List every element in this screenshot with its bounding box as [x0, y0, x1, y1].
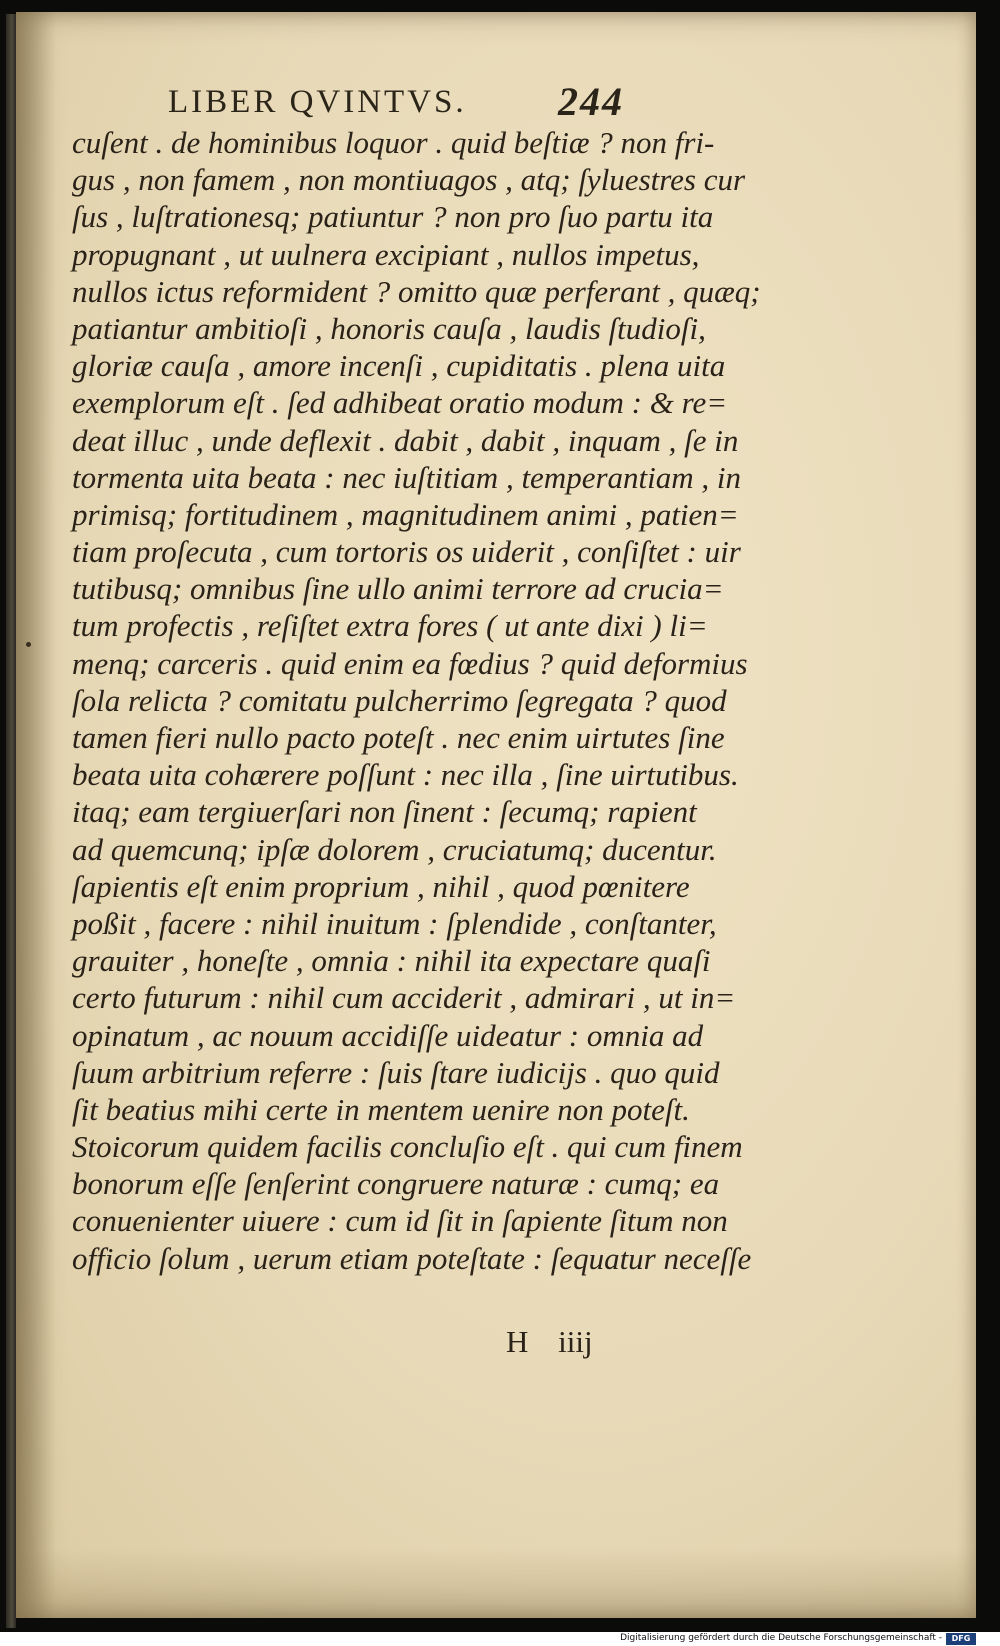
text-line: propugnant , ut uulnera excipiant , nullos impetus,: [72, 236, 700, 272]
text-line: poßit , facere : nihil inuitum : ſplendide , conſtanter,: [72, 905, 717, 941]
text-line: deat illuc , unde deflexit . dabit , dabit , inquam , ſe in: [72, 422, 739, 458]
text-line: tutibusq; omnibus ſine ullo animi terrore ad crucia=: [72, 571, 724, 607]
text-line: beata uita cohærere poſſunt : nec illa , ſine uirtutibus.: [72, 757, 739, 793]
text-line: bonorum eſſe ſenſerint congruere naturæ : cumq; ea: [72, 1166, 720, 1202]
text-line: conuenienter uiuere : cum id ſit in ſapiente ſitum non: [72, 1203, 728, 1239]
text-line: grauiter , honeſte , omnia : nihil ita expectare quaſi: [72, 943, 711, 979]
signature-mark: H iiij: [506, 1324, 593, 1359]
text-line: Stoicorum quidem facilis concluſio eſt . qui cum finem: [72, 1129, 743, 1165]
running-title: LIBER QVINTVS.: [168, 84, 467, 120]
text-line: tormenta uita beata : nec iuſtitiam , temperantiam , in: [72, 459, 741, 495]
page-bottom-stain: [16, 1548, 976, 1618]
body-text: [72, 124, 761, 1277]
page-number: 244: [558, 79, 624, 124]
text-line: ſit beatius mihi certe in mentem uenire non poteſt.: [72, 1091, 690, 1127]
funding-credit: Digitalisierung gefördert durch die Deutsche Forschungsgemeinschaft -: [620, 1633, 942, 1643]
text-line: gloriæ cauſa , amore incenſi , cupiditatis . plena uita: [72, 348, 726, 384]
text-line: nullos ictus reformident ? omitto quæ perferant , quæq;: [72, 273, 761, 309]
ink-spot: [26, 642, 31, 647]
text-line: tiam proſecuta , cum tortoris os uiderit , conſiſtet : uir: [72, 534, 741, 570]
text-line: tamen fieri nullo pacto poteſt . nec enim uirtutes ſine: [72, 720, 725, 755]
text-line: ſuum arbitrium referre : ſuis ſtare iudicijs . quo quid: [72, 1054, 720, 1090]
text-line: tum profectis , reſiſtet extra fores ( ut ante dixi ) li=: [72, 608, 708, 644]
text-line: gus , non famem , non montiuagos , atq; ſyluestres cur: [72, 162, 746, 198]
text-line: ſapientis eſt enim proprium , nihil , quod pœnitere: [72, 868, 690, 904]
text-line: ſola relicta ? comitatu pulcherrimo ſegregata ? quod: [72, 682, 727, 718]
text-line: exemplorum eſt . ſed adhibeat oratio modum : & re=: [72, 385, 728, 421]
digitization-footer: [0, 1632, 1000, 1646]
text-line: itaq; eam tergiuerſari non ſinent : ſecumq; rapient: [72, 794, 697, 830]
text-line: primisq; fortitudinem , magnitudinem animi , patien=: [72, 496, 739, 532]
text-line: patiantur ambitioſi , honoris cauſa , laudis ſtudioſi,: [72, 310, 706, 346]
page-header: [146, 80, 666, 130]
text-line: ad quemcunq; ipſæ dolorem , cruciatumq; ducentur.: [72, 831, 717, 867]
preceding-leaf-edge: [6, 14, 16, 1628]
text-line: opinatum , ac nouum accidiſſe uideatur : omnia ad: [72, 1017, 704, 1053]
text-line: cuſent . de hominibus loquor . quid beſtiæ ? non fri-: [72, 125, 715, 160]
dfg-logo-icon: DFG: [946, 1633, 976, 1645]
text-line: menq; carceris . quid enim ea fœdius ? quid deformius: [72, 645, 748, 681]
book-page: [16, 12, 976, 1618]
text-line: certo futurum : nihil cum acciderit , admirari , ut in=: [72, 980, 736, 1016]
page-gutter-shadow: [16, 12, 56, 1618]
text-line: ſus , luſtrationesq; patiuntur ? non pro ſuo partu ita: [72, 199, 714, 235]
text-line: officio ſolum , uerum etiam poteſtate : ſequatur neceſſe: [72, 1240, 752, 1276]
